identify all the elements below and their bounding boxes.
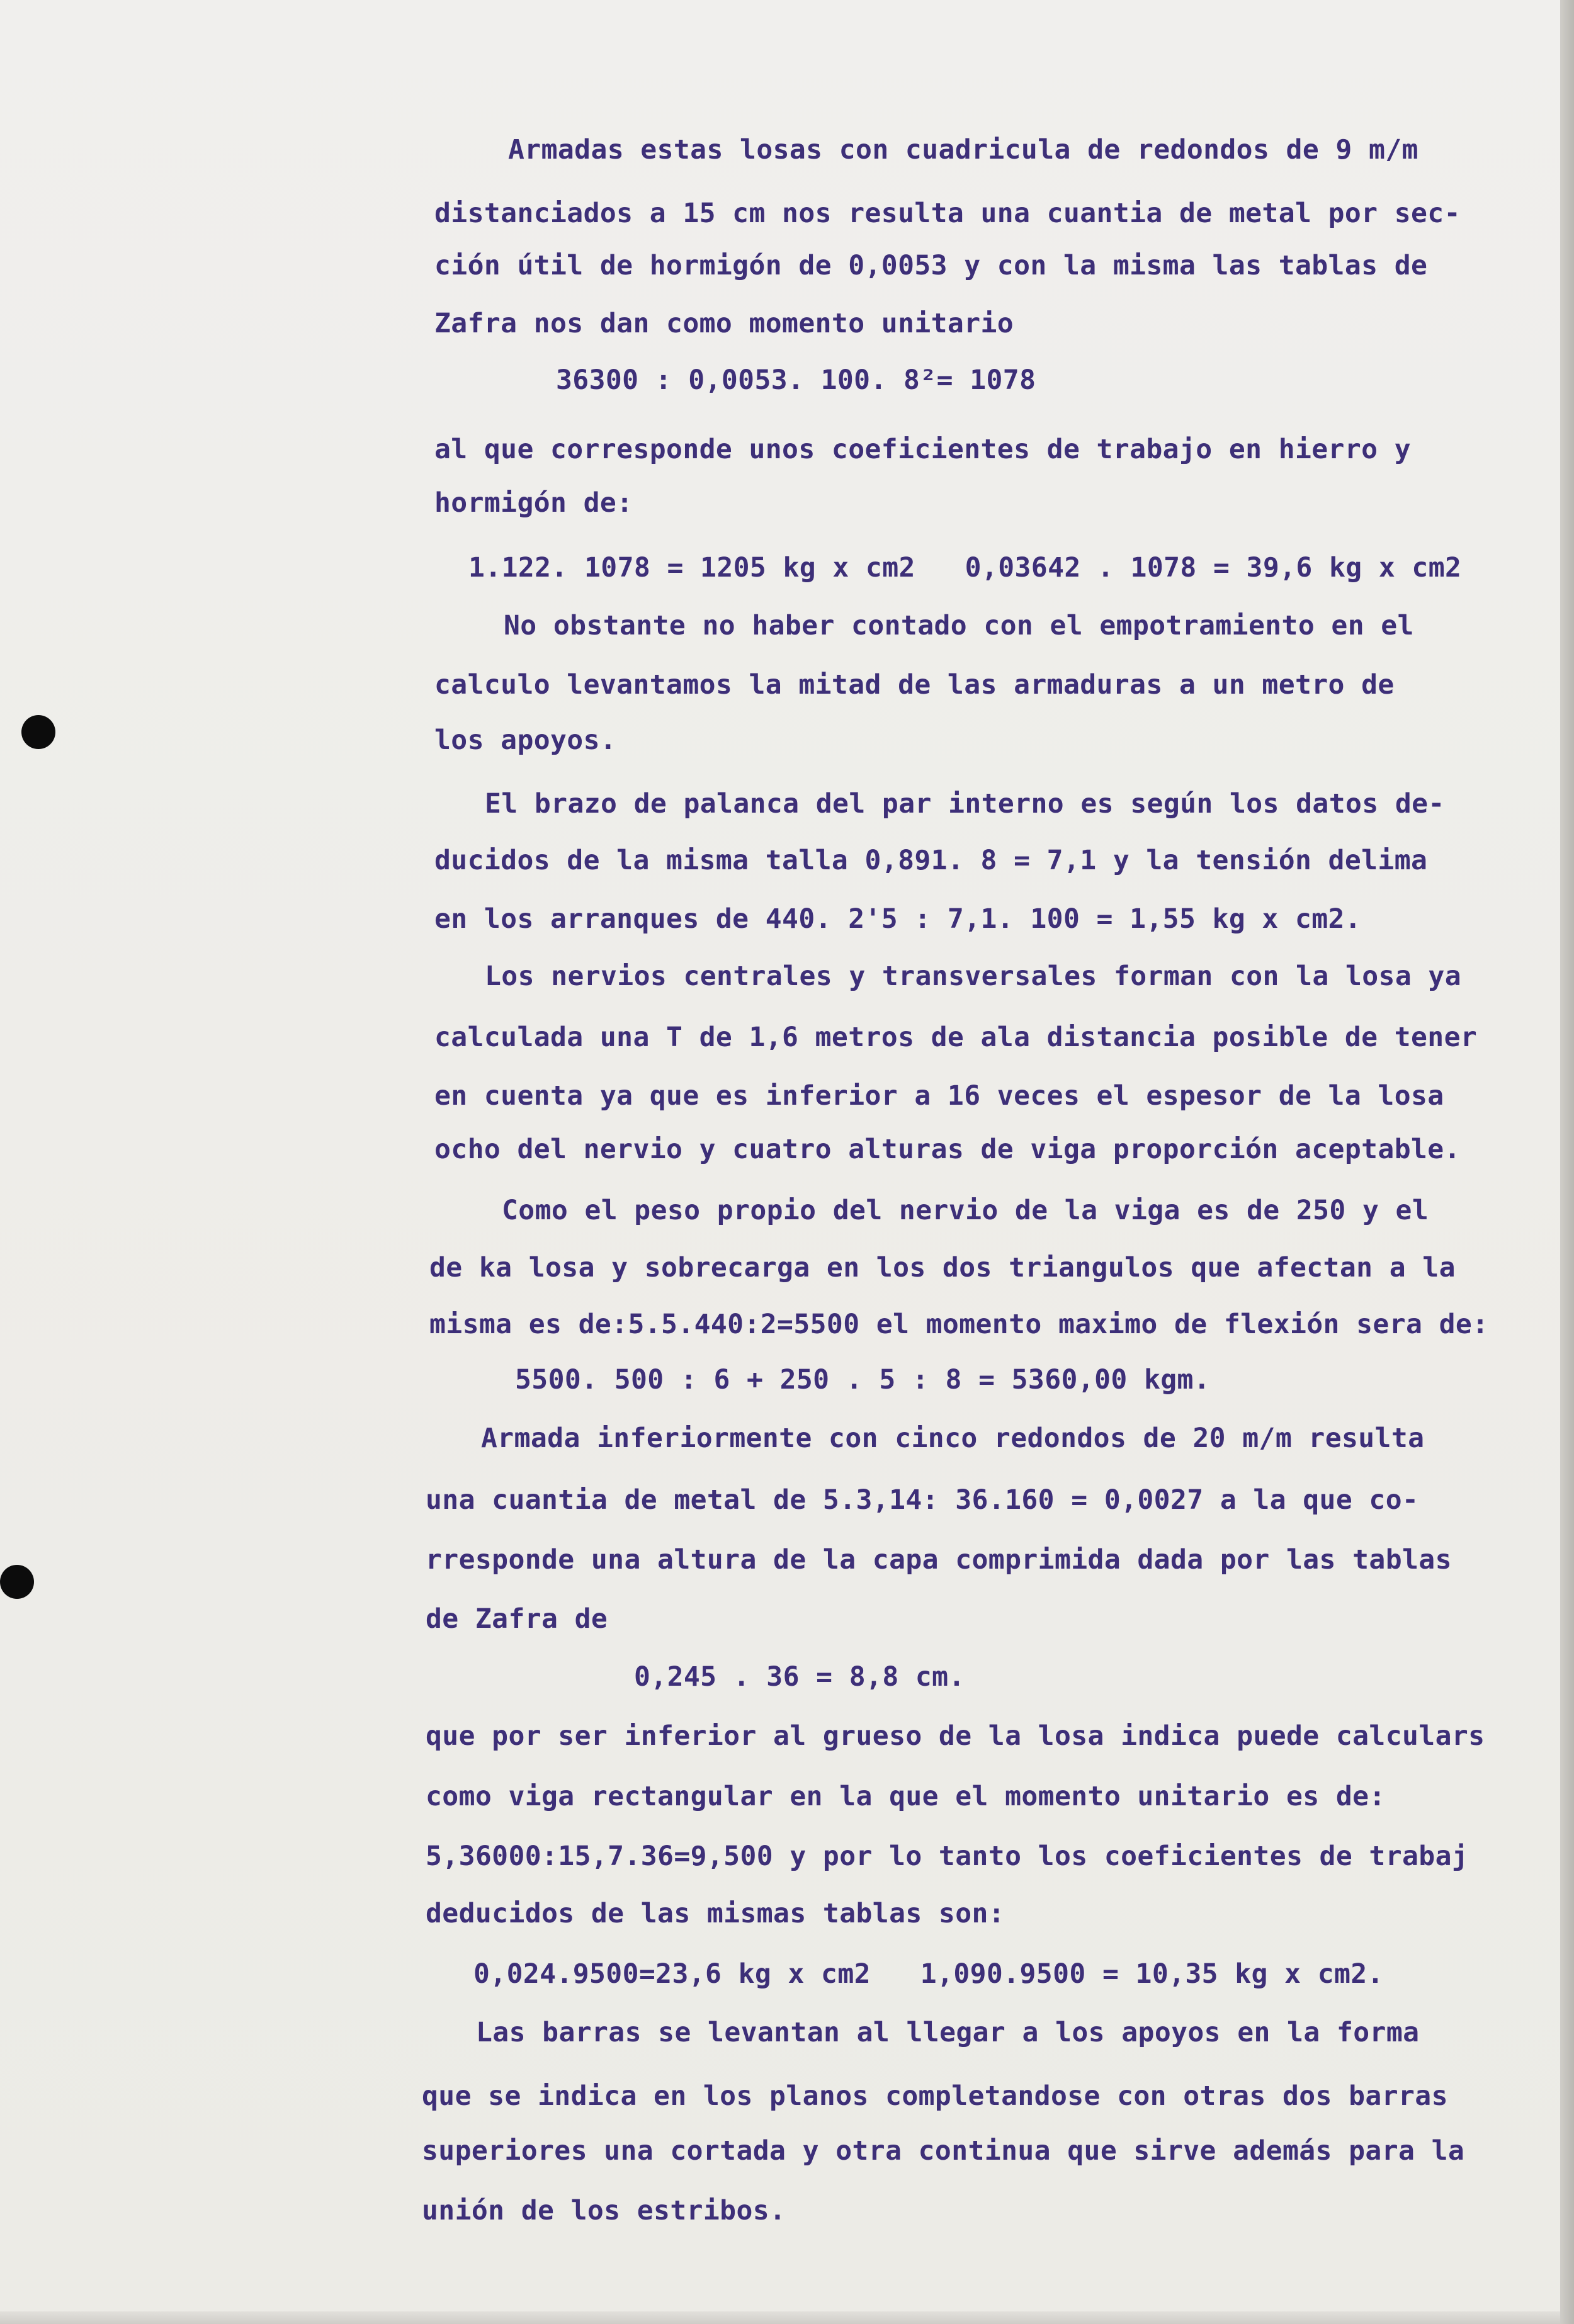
- text-line: ocho del nervio y cuatro alturas de viga proporción aceptable.: [434, 1134, 1461, 1165]
- text-line: de ka losa y sobrecarga en los dos triangulos que afectan a la: [429, 1252, 1456, 1283]
- text-line: calculada una T de 1,6 metros de ala distancia posible de tener: [434, 1022, 1478, 1053]
- text-line: en los arranques de 440. 2'5 : 7,1. 100 = 1,55 kg x cm2.: [434, 903, 1362, 935]
- text-line: como viga rectangular en la que el momento unitario es de:: [426, 1781, 1386, 1812]
- text-line: Las barras se levantan al llegar a los apoyos en la forma: [476, 2017, 1420, 2048]
- text-line: El brazo de palanca del par interno es según los datos de-: [485, 788, 1445, 820]
- page-edge: [1560, 0, 1574, 2324]
- text-line: Armada inferiormente con cinco redondos de 20 m/m resulta: [481, 1423, 1425, 1454]
- text-line: Zafra nos dan como momento unitario: [434, 308, 1014, 339]
- text-line: que se indica en los planos completandose con otras dos barras: [422, 2080, 1448, 2112]
- text-line: Armadas estas losas con cuadricula de redondos de 9 m/m: [508, 134, 1418, 166]
- text-line: Los nervios centrales y transversales forman con la losa ya: [485, 961, 1462, 992]
- text-line: calculo levantamos la mitad de las armaduras a un metro de: [434, 669, 1395, 701]
- text-line: 1.122. 1078 = 1205 kg x cm2 0,03642 . 1078 = 39,6 kg x cm2: [468, 552, 1462, 584]
- text-line: 0,024.9500=23,6 kg x cm2 1,090.9500 = 10,35 kg x cm2.: [473, 1958, 1384, 1990]
- text-line: ducidos de la misma talla 0,891. 8 = 7,1 y la tensión delima: [434, 845, 1428, 876]
- text-line: rresponde una altura de la capa comprimida dada por las tablas: [426, 1544, 1452, 1576]
- text-line: 0,245 . 36 = 8,8 cm.: [634, 1661, 965, 1693]
- text-line: 5,36000:15,7.36=9,500 y por lo tanto los coeficientes de trabaj: [426, 1841, 1469, 1872]
- text-line: misma es de:5.5.440:2=5500 el momento maximo de flexión sera de:: [429, 1309, 1489, 1340]
- text-line: de Zafra de: [426, 1603, 608, 1635]
- text-line: distanciados a 15 cm nos resulta una cuantia de metal por sec-: [434, 198, 1461, 229]
- text-line: hormigón de:: [434, 487, 633, 519]
- text-line: que por ser inferior al grueso de la losa indica puede calculars: [426, 1720, 1485, 1752]
- text-line: ción útil de hormigón de 0,0053 y con la misma las tablas de: [434, 250, 1428, 281]
- text-line: los apoyos.: [434, 725, 617, 756]
- text-line: deducidos de las mismas tablas son:: [426, 1898, 1005, 1929]
- text-line: 5500. 500 : 6 + 250 . 5 : 8 = 5360,00 kgm.: [515, 1364, 1211, 1396]
- text-line: una cuantia de metal de 5.3,14: 36.160 = 0,0027 a la que co-: [426, 1484, 1419, 1516]
- text-line: 36300 : 0,0053. 100. 8²= 1078: [556, 364, 1036, 396]
- text-line: No obstante no haber contado con el empotramiento en el: [504, 610, 1414, 641]
- text-line: al que corresponde unos coeficientes de trabajo en hierro y: [434, 434, 1412, 465]
- text-line: unión de los estribos.: [422, 2195, 786, 2226]
- text-line: superiores una cortada y otra continua que sirve además para la: [422, 2135, 1465, 2167]
- text-line: en cuenta ya que es inferior a 16 veces el espesor de la losa: [434, 1080, 1444, 1112]
- text-line: Como el peso propio del nervio de la viga es de 250 y el: [502, 1195, 1429, 1226]
